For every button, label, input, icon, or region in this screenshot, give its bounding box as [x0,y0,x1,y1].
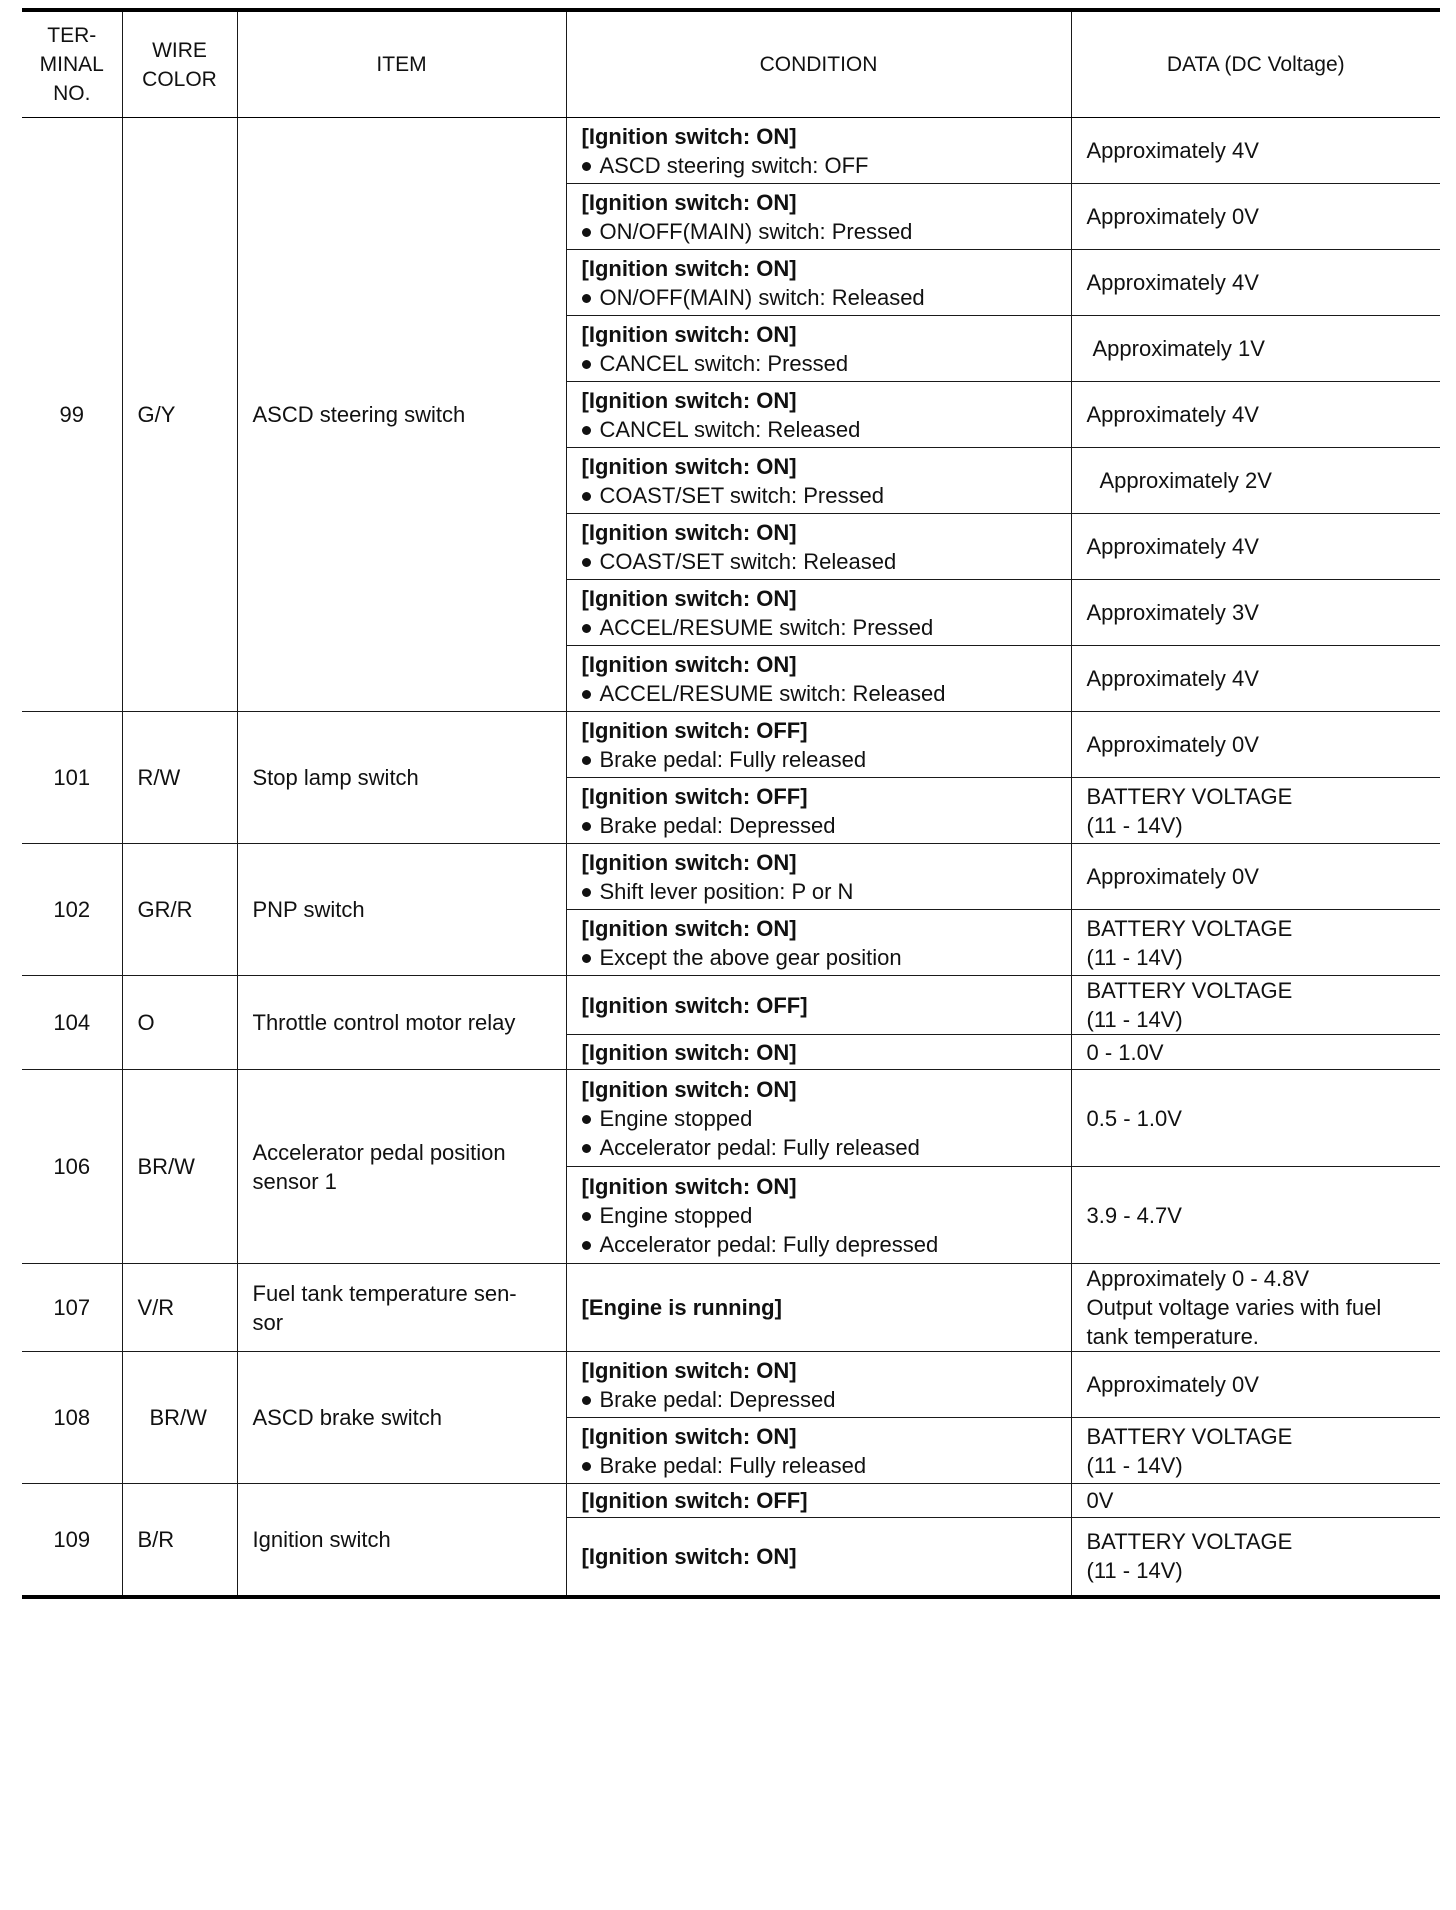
bullet-dot-icon [582,360,591,369]
condition-bullet-text: Engine stopped [599,1105,753,1131]
condition-title: [Ignition switch: ON] [581,651,797,677]
condition-bullet-text: COAST/SET switch: Pressed [599,482,884,508]
data-value-line: Approximately 0 - 4.8V [1086,1266,1310,1291]
data-value-cell [1071,514,1440,580]
condition-bullet-text: ON/OFF(MAIN) switch: Released [599,284,925,310]
condition-title: [Ignition switch: ON] [581,453,797,479]
condition-bullet-text: CANCEL switch: Released [599,416,861,442]
bullet-dot-icon [582,1144,591,1153]
condition-cell [566,382,1071,448]
wire-color: B/R [122,1484,237,1597]
condition-bullet [582,877,1056,906]
wire-color: G/Y [122,118,237,712]
terminal-number: 104 [22,976,122,1070]
data-value-line: BATTERY VOLTAGE [1086,1423,1293,1449]
condition-bullet [582,1201,1056,1230]
data-value-cell [1071,1518,1440,1597]
condition-cell [566,1264,1071,1352]
header-wire-line: WIRE [152,38,207,62]
condition-bullet [582,1104,1056,1133]
bullet-dot-icon [582,624,591,633]
condition-cell [566,844,1071,910]
condition-title: [Engine is running] [581,1295,782,1320]
condition-bullet [582,745,1056,774]
condition-cell [566,910,1071,976]
data-value-cell [1071,382,1440,448]
condition-cell [566,712,1071,778]
data-value-cell [1071,184,1440,250]
header-wire-color [122,10,237,118]
data-value-line: tank temperature. [1086,1324,1259,1349]
terminal-number: 108 [22,1352,122,1484]
bullet-dot-icon [582,1241,591,1250]
condition-bullet-text: ASCD steering switch: OFF [599,152,869,178]
data-value-line: 3.9 - 4.7V [1086,1202,1182,1228]
terminal-number: 101 [22,712,122,844]
condition-bullet [582,217,1056,246]
data-value-cell [1071,316,1440,382]
data-value-cell [1071,118,1440,184]
data-value-line: Approximately 3V [1086,600,1259,625]
condition-title: [Ignition switch: ON] [581,321,797,347]
data-value-cell [1071,448,1440,514]
table-row [22,844,1440,910]
data-value-cell [1071,712,1440,778]
item-name: Ignition switch [237,1484,566,1597]
condition-cell [566,646,1071,712]
data-value-line: Approximately 4V [1086,138,1259,163]
data-value-line: 0.5 - 1.0V [1086,1105,1182,1131]
table-row [22,1484,1440,1518]
data-value-line: Approximately 2V [1099,468,1272,493]
condition-title: [Ignition switch: OFF] [581,992,808,1018]
data-value-line: 0V [1086,1488,1114,1513]
data-value-line: BATTERY VOLTAGE [1086,915,1293,941]
data-value-line: Approximately 0V [1086,1372,1259,1397]
condition-title: [Ignition switch: OFF] [581,783,808,809]
condition-title: [Ignition switch: OFF] [581,1488,808,1513]
condition-title: [Ignition switch: ON] [581,123,797,149]
condition-title: [Ignition switch: ON] [581,915,797,941]
condition-bullet-text: Accelerator pedal: Fully depressed [599,1231,939,1257]
header-wire-line: COLOR [142,67,217,91]
condition-title: [Ignition switch: ON] [581,1423,797,1449]
item-name [237,1264,566,1352]
condition-bullet [582,943,1056,972]
data-value-line: Approximately 4V [1086,402,1259,427]
condition-cell [566,1352,1071,1418]
table-row [22,1264,1440,1352]
condition-cell [566,1518,1071,1597]
data-value-cell [1071,580,1440,646]
table-row [22,1352,1440,1418]
bullet-dot-icon [582,228,591,237]
terminal-number: 107 [22,1264,122,1352]
condition-bullet [582,613,1056,642]
bullet-dot-icon [582,162,591,171]
condition-cell [566,1484,1071,1518]
wire-color: O [122,976,237,1070]
wire-color: BR/W [122,1070,237,1264]
condition-bullet [582,481,1056,510]
condition-bullet-text: ACCEL/RESUME switch: Released [599,680,946,706]
condition-bullet [582,1385,1056,1414]
condition-cell [566,118,1071,184]
condition-bullet [582,1451,1056,1480]
data-value-cell [1071,1264,1440,1352]
data-value-cell [1071,778,1440,844]
data-value-cell [1071,844,1440,910]
data-value-cell [1071,646,1440,712]
item-name-line: sor [252,1309,284,1335]
condition-title: [Ignition switch: ON] [581,189,797,215]
condition-cell [566,976,1071,1035]
wire-color: V/R [122,1264,237,1352]
condition-bullet-text: COAST/SET switch: Released [599,548,897,574]
condition-bullet [582,547,1056,576]
data-value-line: Approximately 0V [1086,864,1259,889]
condition-title: [Ignition switch: ON] [581,387,797,413]
bullet-dot-icon [582,1396,591,1405]
condition-cell [566,1418,1071,1484]
condition-cell [566,184,1071,250]
data-value-line: BATTERY VOLTAGE [1086,978,1293,1003]
data-value-line: Approximately 4V [1086,270,1259,295]
table-row [22,1070,1440,1167]
header-row [22,10,1440,118]
data-value-line: (11 - 14V) [1086,812,1183,838]
header-item: ITEM [237,10,566,118]
bullet-dot-icon [582,756,591,765]
data-value-line: Approximately 0V [1086,204,1259,229]
table-row [22,712,1440,778]
header-terminal-line: MINAL [39,53,104,76]
table-body [22,118,1440,1597]
item-name: ASCD brake switch [237,1352,566,1484]
item-name: PNP switch [237,844,566,976]
condition-bullet [582,349,1056,378]
condition-title: [Ignition switch: ON] [581,1543,797,1569]
item-name: Stop lamp switch [237,712,566,844]
bullet-dot-icon [582,954,591,963]
data-value-cell [1071,910,1440,976]
condition-bullet-text: Shift lever position: P or N [599,878,854,904]
bullet-dot-icon [582,690,591,699]
data-value-cell [1071,976,1440,1035]
condition-title: [Ignition switch: ON] [581,1039,797,1065]
condition-title: [Ignition switch: ON] [581,1173,797,1199]
bullet-dot-icon [582,822,591,831]
data-value-line: (11 - 14V) [1086,1452,1183,1478]
item-name-line: sensor 1 [252,1168,337,1194]
item-name [237,1070,566,1264]
data-value-cell [1071,1035,1440,1070]
condition-bullet-text: Brake pedal: Depressed [599,812,836,838]
condition-bullet [582,1133,1056,1162]
condition-title: [Ignition switch: ON] [581,255,797,281]
header-terminal-line: TER- [47,24,97,47]
condition-bullet [582,415,1056,444]
condition-bullet-text: ACCEL/RESUME switch: Pressed [599,614,934,640]
header-data: DATA (DC Voltage) [1071,10,1440,118]
condition-title: [Ignition switch: ON] [581,519,797,545]
condition-cell [566,1035,1071,1070]
condition-bullet-text: Engine stopped [599,1202,753,1228]
condition-bullet-text: Brake pedal: Fully released [599,746,867,772]
bullet-dot-icon [582,888,591,897]
data-value-line: BATTERY VOLTAGE [1086,1529,1293,1555]
data-value-cell [1071,1418,1440,1484]
item-name: Throttle control motor relay [237,976,566,1070]
terminal-number: 102 [22,844,122,976]
condition-cell [566,580,1071,646]
condition-cell [566,250,1071,316]
condition-cell [566,316,1071,382]
condition-bullet-text: CANCEL switch: Pressed [599,350,849,376]
data-value-cell [1071,1167,1440,1264]
header-terminal-line: NO. [53,82,91,105]
data-value-line: Approximately 4V [1086,666,1259,691]
data-value-line: (11 - 14V) [1086,944,1183,970]
bullet-dot-icon [582,426,591,435]
data-value-line: (11 - 14V) [1086,1007,1183,1032]
data-value-cell [1071,250,1440,316]
condition-bullet-text: Except the above gear position [599,944,902,970]
bullet-dot-icon [582,492,591,501]
condition-cell [566,1167,1071,1264]
condition-cell [566,1070,1071,1167]
item-name-line: Fuel tank temperature sen- [252,1280,517,1306]
condition-title: [Ignition switch: ON] [581,1076,797,1102]
condition-title: [Ignition switch: ON] [581,849,797,875]
condition-cell [566,448,1071,514]
table-row [22,118,1440,184]
condition-bullet-text: Brake pedal: Fully released [599,1452,867,1478]
condition-cell [566,514,1071,580]
terminal-number: 106 [22,1070,122,1264]
data-value-cell [1071,1352,1440,1418]
item-name-line: Accelerator pedal position [252,1139,506,1165]
data-value-cell [1071,1070,1440,1167]
item-name: ASCD steering switch [237,118,566,712]
terminal-number: 99 [22,118,122,712]
condition-title: [Ignition switch: ON] [581,1357,797,1383]
condition-bullet [582,283,1056,312]
condition-title: [Ignition switch: OFF] [581,717,808,743]
terminal-number: 109 [22,1484,122,1597]
data-value-line: Approximately 0V [1086,732,1259,757]
data-value-line: Output voltage varies with fuel [1086,1295,1382,1320]
condition-bullet-text: ON/OFF(MAIN) switch: Pressed [599,218,913,244]
table-row [22,976,1440,1035]
bullet-dot-icon [582,1212,591,1221]
condition-bullet-text: Accelerator pedal: Fully released [599,1134,920,1160]
header-condition: CONDITION [566,10,1071,118]
condition-cell [566,778,1071,844]
data-value-line: BATTERY VOLTAGE [1086,783,1293,809]
condition-bullet [582,1230,1056,1259]
terminal-spec-table [22,8,1440,1599]
data-value-line: Approximately 4V [1086,534,1259,559]
data-value-line: Approximately 1V [1092,336,1265,361]
data-value-line: (11 - 14V) [1086,1558,1183,1584]
bullet-dot-icon [582,558,591,567]
bullet-dot-icon [582,294,591,303]
wire-color: R/W [122,712,237,844]
bullet-dot-icon [582,1115,591,1124]
condition-bullet [582,811,1056,840]
bullet-dot-icon [582,1462,591,1471]
condition-bullet [582,679,1056,708]
data-value-line: 0 - 1.0V [1086,1039,1164,1065]
condition-title: [Ignition switch: ON] [581,585,797,611]
wire-color: GR/R [122,844,237,976]
wire-color: BR/W [122,1352,237,1484]
condition-bullet [582,151,1056,180]
header-terminal [22,10,122,118]
data-value-cell [1071,1484,1440,1518]
condition-bullet-text: Brake pedal: Depressed [599,1386,836,1412]
